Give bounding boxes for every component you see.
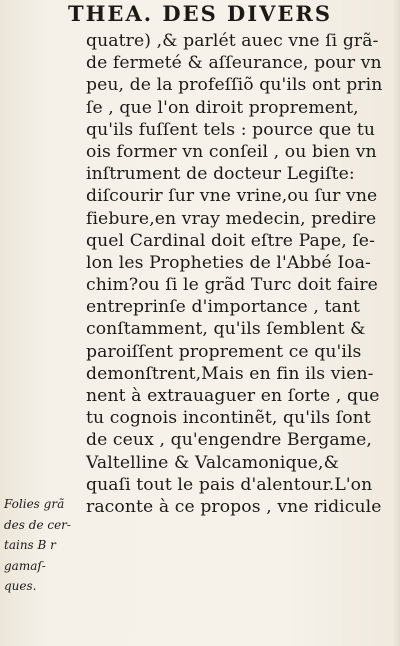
text-line: inſtrument de docteur Legiſte: — [86, 164, 355, 185]
text-line: quel Cardinal doit eſtre Pape, ſe- — [86, 230, 375, 251]
marginal-note-line: Folies grã — [4, 497, 65, 511]
text-line: paroiſſent proprement ce qu'ils — [86, 341, 362, 362]
text-line: peu, de la profeſſiõ qu'ils ont prin — [86, 75, 383, 96]
marginal-note-line: des de cer- — [4, 517, 71, 532]
text-line: ſe , que l'on diroit proprement, — [86, 97, 359, 118]
body-text — [86, 30, 386, 518]
text-line: diſcourir ſur vne vrine,ou ſur vne — [86, 186, 378, 207]
text-line: raconte à ce propos , vne ridicule — [86, 496, 382, 517]
text-line: lon les Propheties de l'Abbé Ioa- — [86, 252, 371, 273]
marginal-note-line: gamaſ- — [4, 558, 46, 573]
text-line: de ceux , qu'engendre Bergame, — [86, 430, 372, 451]
page-edge-shadow — [392, 0, 400, 646]
text-line: Valtelline & Valcamonique,& — [86, 452, 339, 473]
text-line: conſtamment, qu'ils ſemblent & — [86, 319, 366, 340]
marginal-note — [4, 494, 70, 597]
text-line: de fermeté & aſſeurance, pour vn — [86, 53, 382, 74]
text-line: quaſi tout le pais d'alentour.L'on — [86, 474, 373, 495]
text-line: nent à extrauaguer en ſorte , que — [86, 386, 380, 406]
running-head: THEA. DES DIVERS — [67, 1, 333, 26]
text-line: entreprinſe d'importance , tant — [86, 297, 361, 318]
text-line: ois former vn conſeil , ou bien vn — [86, 141, 377, 162]
text-line: chim?ou ſi le grãd Turc doit faire — [86, 275, 378, 296]
text-line: quatre) ,& parlét auec vne ſi grã- — [86, 31, 379, 51]
marginal-note-line: tains B r — [4, 538, 56, 552]
text-line: fiebure,en vray medecin, predire — [86, 208, 377, 229]
marginal-note-line: ques. — [4, 579, 37, 593]
text-line: tu cognois incontinẽt, qu'ils ſont — [86, 408, 371, 429]
text-line: qu'ils fuſſent tels : pource que tu — [86, 119, 376, 140]
text-line: demonſtrent,Mais en fin ils vien- — [86, 363, 374, 384]
